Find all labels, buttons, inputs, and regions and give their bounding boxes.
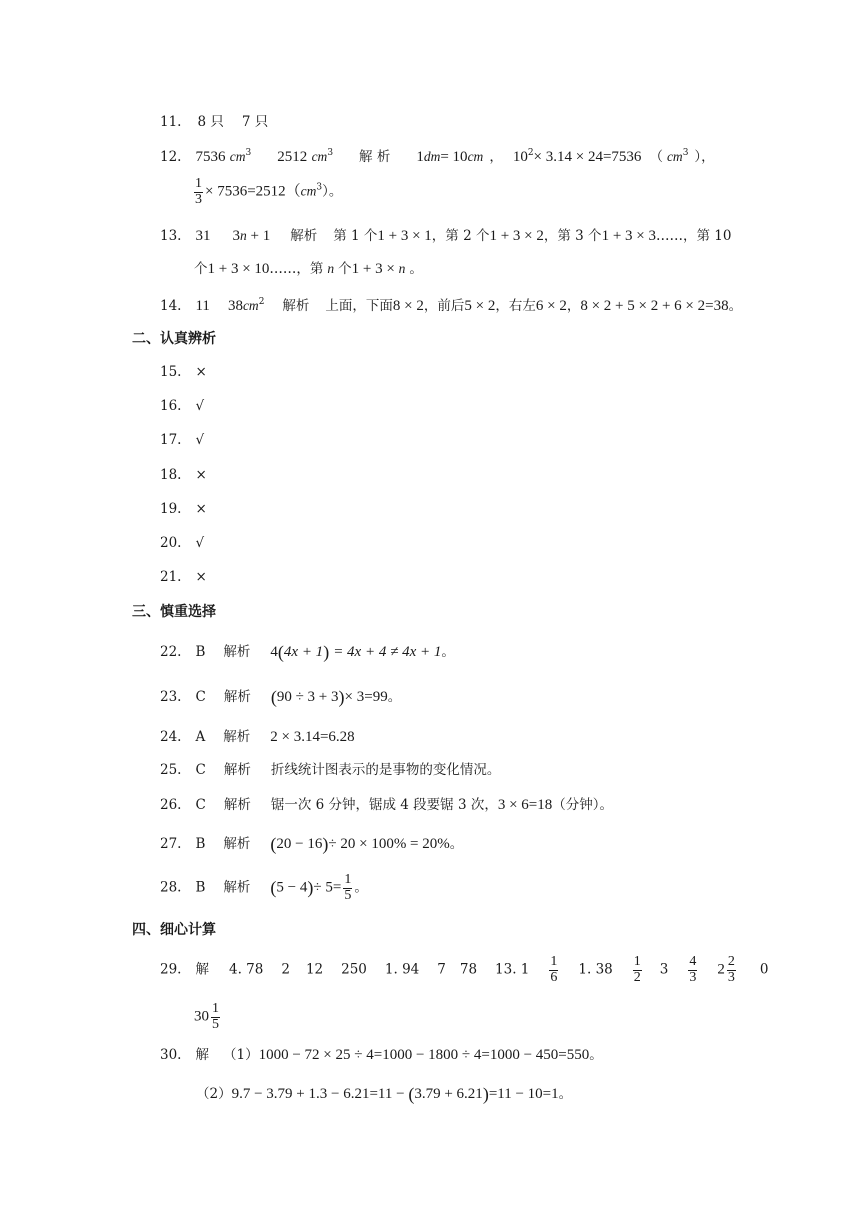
math-unit: cm (300, 183, 317, 199)
end-text: 。 (558, 1086, 573, 1102)
fraction (633, 955, 642, 985)
paren: ）， (694, 149, 715, 165)
text: ，第 3 个 (543, 228, 602, 244)
math-var: n (239, 228, 247, 243)
answer-b: 38 (227, 298, 243, 314)
answer-a: 31 (195, 228, 211, 244)
text: ……，第 (269, 261, 324, 277)
separator: ， (489, 149, 503, 165)
fraction (549, 955, 558, 985)
numerator: 4 (689, 954, 697, 969)
calc-30 (160, 1048, 603, 1063)
math-unit: cm (467, 149, 484, 164)
analysis-label: 解析 (223, 879, 251, 896)
result-value: 12 (305, 961, 324, 978)
paren-open: ( (408, 1084, 415, 1104)
math-part: =11 − 10=1 (488, 1086, 559, 1102)
item-number: 26. (160, 797, 182, 813)
denominator: 5 (344, 887, 352, 903)
judge-21 (160, 571, 207, 585)
math-part: = 4x + 4 ≠ 4x + 1 (333, 644, 442, 660)
item-number: 20. (160, 535, 182, 551)
text: ……，第 10 (655, 228, 732, 244)
math-part: 1 + 3 × 2 (489, 228, 544, 244)
math-part: 4 (270, 644, 278, 660)
math-part: 8 × 2 (392, 298, 424, 314)
analysis-label: 解析 (290, 228, 318, 244)
math-power: 3 (682, 148, 689, 158)
text: ，第 2 个 (431, 228, 490, 244)
solution-label: 解 (195, 1047, 209, 1063)
denominator: 3 (689, 969, 697, 985)
fraction (727, 955, 736, 985)
choice-28 (160, 873, 368, 903)
paren-open: ( (270, 687, 277, 707)
end-text: 。 (354, 879, 368, 896)
math-part: 9.7 − 3.79 + 1.3 − 6.21=11 − (231, 1086, 409, 1102)
result-value: 2 (281, 961, 290, 978)
math-part: ÷ 20 × 100% = 20% (328, 836, 450, 852)
end-text: 。 (441, 644, 455, 660)
text: 个 (194, 261, 208, 277)
choice-22 (160, 643, 455, 661)
analysis-label: 解 析 (359, 149, 391, 165)
analysis-label: 解析 (223, 729, 251, 745)
math-part: 1 + 3 × 3 (601, 228, 656, 244)
math-part: 1000 − 72 × 25 ÷ 4=1000 − 1800 ÷ 4=1000 − 450=550 (258, 1047, 590, 1063)
math-power: 3 (316, 182, 323, 193)
choice-23 (160, 688, 401, 706)
analysis-label: 解析 (223, 644, 251, 660)
analysis-label: 解析 (223, 762, 251, 778)
math-part: 5 − 4 (276, 879, 308, 896)
section-2-heading: 二、认真辨析 (132, 331, 216, 347)
item-number: 13. (160, 228, 182, 244)
text: 个 (338, 261, 352, 277)
answer-11 (160, 116, 268, 130)
answer-a: 8 只 (197, 114, 224, 130)
numerator: 1 (195, 176, 202, 191)
math-unit: dm (423, 149, 441, 164)
result-value: 3 (659, 961, 669, 978)
math-part: 10 (512, 149, 528, 165)
text: 折线统计图表示的是事物的变化情况。 (270, 762, 501, 778)
text: 。 (728, 298, 743, 314)
mixed-whole: 2 (717, 961, 725, 978)
fraction (211, 1002, 220, 1032)
item-number: 15. (160, 364, 182, 380)
judge-mark: × (195, 569, 207, 585)
item-number: 12. (160, 149, 182, 165)
result-value: 13. 1 (495, 961, 530, 978)
sub-item-label: （2） (196, 1086, 232, 1102)
result-value: 250 (341, 961, 367, 978)
answer-13-cont (194, 262, 423, 277)
choice-answer: B (195, 879, 206, 896)
fraction (194, 177, 203, 207)
judge-16 (160, 400, 204, 414)
math-power: 2 (527, 148, 534, 158)
result-value: 0 (759, 961, 769, 978)
numerator: 1 (550, 954, 558, 969)
math-part: = 10 (440, 149, 468, 165)
text: 上面，下面 (325, 298, 393, 314)
choice-26 (160, 798, 613, 813)
paren: （ (649, 149, 663, 165)
paren-close: ) (307, 877, 314, 898)
result-value: 78 (459, 961, 478, 978)
result-value: 1. 38 (578, 961, 613, 978)
numerator: 1 (212, 1001, 219, 1016)
item-number: 21. (160, 569, 182, 585)
math-part: × 7536=2512（ (205, 183, 301, 200)
item-number: 16. (160, 398, 182, 414)
paren-close: ) (482, 1084, 489, 1104)
item-number: 24. (160, 729, 182, 745)
judge-mark: × (195, 467, 207, 483)
math-part: × 3=99 (344, 689, 388, 705)
math-part: 5 × 2 (464, 298, 496, 314)
solution-label: 解 (195, 961, 209, 978)
denominator: 3 (195, 191, 202, 207)
choice-answer: C (195, 762, 206, 778)
math-part: 8 × 2 + 5 × 2 + 6 × 2=38 (580, 298, 729, 314)
item-number: 25. (160, 762, 182, 778)
value-1: 7536 (195, 149, 226, 165)
end-text: 。 (449, 836, 464, 852)
fraction (343, 873, 352, 903)
answer-a: 11 (195, 298, 210, 314)
item-number: 23. (160, 689, 182, 705)
unit-2: cm (311, 149, 328, 164)
math-part: 3 (232, 228, 240, 244)
math-part: 90 ÷ 3 + 3 (276, 689, 339, 705)
math-var: n (398, 261, 406, 276)
denominator: 6 (550, 969, 558, 985)
denominator: 3 (727, 969, 735, 985)
text: 锯一次 6 分钟，锯成 4 段要锯 3 次， (270, 797, 498, 813)
fraction (688, 955, 697, 985)
math-var: n (327, 261, 335, 276)
math-part: 1 (416, 149, 424, 165)
math-part: 1 + 3 × 1 (377, 228, 432, 244)
paren-open: ( (277, 642, 284, 662)
math-part: 3.79 + 6.21 (414, 1086, 483, 1102)
math-part: 6 × 2 (535, 298, 567, 314)
result-value: 4. 78 (228, 961, 264, 978)
numerator: 1 (633, 954, 641, 969)
paren-close: ) (322, 834, 329, 854)
math-part: × 3.14 × 24=7536 (533, 149, 642, 165)
answer-13 (160, 229, 731, 244)
text: ，右左 (495, 298, 536, 314)
judge-20 (160, 537, 204, 551)
math-part: 3 × 6=18 (497, 797, 553, 813)
item-number: 11. (160, 114, 182, 130)
unit-1-power: 3 (245, 148, 252, 158)
calc-30-part2 (196, 1085, 572, 1103)
numerator: 2 (727, 954, 735, 969)
sub-item-label: （1） (222, 1047, 259, 1063)
analysis-label: 解析 (282, 298, 310, 314)
unit-1: cm (229, 149, 246, 164)
analysis-label: 解析 (223, 689, 251, 705)
answer-b: 7 只 (241, 114, 269, 130)
item-number: 27. (160, 836, 182, 852)
item-number: 19. (160, 501, 182, 517)
math-unit: cm (242, 298, 259, 313)
denominator: 5 (212, 1016, 219, 1032)
end-text: 。 (589, 1047, 603, 1063)
text: 。 (409, 261, 423, 277)
answer-14 (160, 299, 742, 314)
item-number: 18. (160, 467, 182, 483)
judge-19 (160, 503, 207, 517)
analysis-label: 解析 (223, 797, 251, 813)
math-part: 20 − 16 (276, 836, 323, 852)
math-part: 2 × 3.14=6.28 (270, 729, 355, 745)
calc-29-cont (194, 1002, 222, 1032)
judge-mark: × (195, 364, 207, 380)
judge-17 (160, 434, 204, 448)
analysis-label: 解析 (223, 836, 251, 852)
math-power: 2 (258, 297, 265, 307)
section-3-heading: 三、慎重选择 (132, 604, 216, 620)
value-2: 2512 (277, 149, 308, 165)
numerator: 1 (344, 872, 352, 887)
text: （分钟）。 (552, 797, 614, 813)
math-unit: cm (666, 149, 683, 164)
result-value: 7 (437, 961, 446, 978)
paren-close: ) (338, 687, 345, 707)
math-part: 1 + 3 × 10 (207, 261, 270, 277)
item-number: 17. (160, 432, 182, 448)
math-part: ÷ 5= (313, 879, 342, 896)
result-value: 1. 94 (384, 961, 420, 978)
item-number: 29. (160, 961, 182, 978)
answer-12 (160, 150, 715, 165)
denominator: 2 (633, 969, 641, 985)
answer-12-cont (192, 177, 342, 207)
judge-mark: √ (195, 535, 205, 551)
paren-open: ( (270, 834, 277, 854)
item-number: 22. (160, 644, 182, 660)
section-4-heading: 四、细心计算 (132, 922, 216, 938)
mixed-whole: 30 (194, 1008, 209, 1025)
item-number: 30. (160, 1047, 182, 1063)
text: ， (566, 298, 581, 314)
choice-answer: C (195, 797, 206, 813)
choice-25 (160, 764, 500, 778)
end-text: ）。 (322, 183, 343, 200)
end-text: 。 (387, 689, 402, 705)
choice-27 (160, 835, 463, 853)
judge-18 (160, 469, 207, 483)
text: 第 1 个 (333, 228, 378, 244)
math-part: 1 + 3 × (351, 261, 399, 277)
choice-answer: B (195, 836, 206, 852)
item-number: 28. (160, 879, 182, 896)
judge-mark: √ (195, 432, 205, 448)
paren-close: ) (323, 642, 330, 662)
text: ，前后 (423, 298, 465, 314)
choice-answer: A (195, 729, 206, 745)
choice-answer: B (195, 644, 206, 660)
math-part: 4x + 1 (283, 644, 324, 660)
judge-15 (160, 366, 207, 380)
math-part: + 1 (246, 228, 271, 244)
calc-29 (160, 955, 768, 985)
judge-mark: √ (195, 398, 205, 414)
judge-mark: × (195, 501, 207, 517)
paren-open: ( (270, 877, 277, 898)
choice-answer: C (195, 689, 206, 705)
unit-2-power: 3 (327, 148, 334, 158)
choice-24 (160, 730, 355, 745)
item-number: 14. (160, 298, 182, 314)
